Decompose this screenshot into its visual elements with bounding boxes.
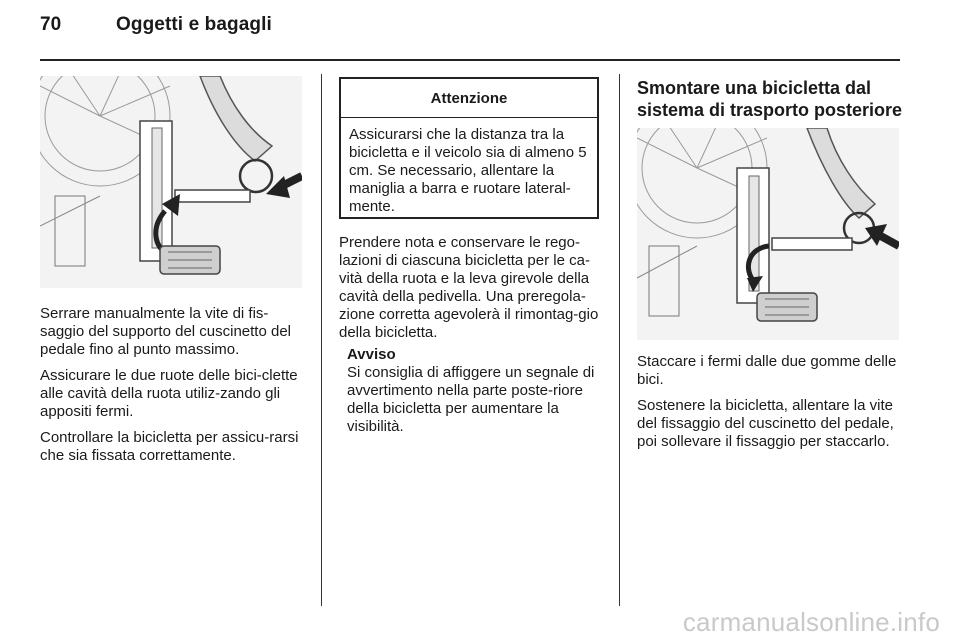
- paragraph: Staccare i fermi dalle due gomme delle bici.: [637, 353, 897, 388]
- paragraph: Assicurare le due ruote delle bici-clette alle cavità della ruota utiliz-zando gli appositi fermi.: [40, 367, 298, 420]
- page-number: 70: [40, 14, 62, 35]
- paragraph: Controllare la bicicletta per assicu-rarsi che sia fissata correttamente.: [40, 429, 299, 464]
- bike-carrier-drawing: [637, 128, 899, 340]
- paragraph: Prendere nota e conservare le rego-lazioni di ciascuna bicicletta per le ca-vità della ruota e la leva girevole della cavità della pedivella. Una preregola-zione corretta agevolerà il rimontag-gio della bicicletta.: [339, 234, 599, 341]
- column-divider-left: [321, 74, 322, 606]
- illustration-release-pedal-holder: [637, 128, 899, 340]
- column-divider-right: [619, 74, 620, 606]
- paragraph: Serrare manualmente la vite di fis-saggio del supporto del cuscinetto del pedale fino al punto massimo.: [40, 305, 292, 358]
- col3-text: [637, 353, 902, 451]
- page-title: Oggetti e bagagli: [116, 14, 272, 35]
- section-title: Smontare una bicicletta dal sistema di trasporto posteriore: [637, 78, 903, 120]
- paragraph: Sostenere la bicicletta, allentare la vite del fissaggio del cuscinetto del pedale, poi sollevare il fissaggio per staccarlo.: [637, 397, 894, 450]
- note-box: [347, 346, 602, 436]
- warning-title: Attenzione: [341, 79, 597, 118]
- illustration-tighten-pedal-holder: [40, 76, 302, 288]
- col1-text: [40, 305, 310, 465]
- header-rule: [40, 59, 900, 61]
- note-text: Si consiglia di affiggere un segnale di avvertimento nella parte poste-riore della bicicletta per aumentare la visibilità.: [347, 364, 595, 435]
- bike-carrier-drawing: [40, 76, 302, 288]
- warning-text: Assicurarsi che la distanza tra la bicicletta e il veicolo sia di almeno 5 cm. Se necessario, allentare la maniglia a barra e ruotare lateral-mente.: [349, 126, 587, 215]
- note-title: Avviso: [347, 346, 396, 363]
- watermark: carmanualsonline.info: [682, 607, 940, 637]
- page-header: [40, 14, 272, 36]
- warning-box: [339, 77, 599, 219]
